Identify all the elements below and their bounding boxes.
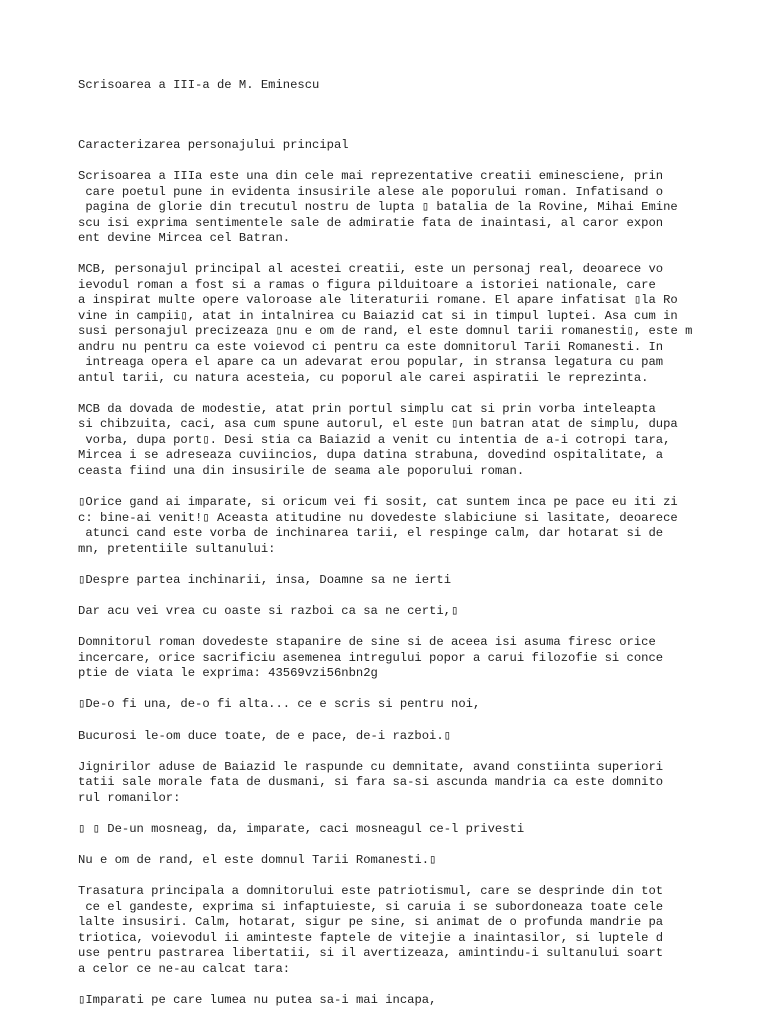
paragraph-line: ▯De-o fi una, de-o fi alta... ce e scris si pentru noi, — [78, 697, 481, 712]
paragraph-line: care poetul pune in evidenta insusirile alese ale poporului roman. Infatisand o — [78, 184, 664, 199]
paragraph-line: rul romanilor: — [78, 790, 181, 805]
paragraph-line: incercare, orice sacrificiu asemenea intregului popor a carui filozofie si conce — [78, 650, 664, 665]
paragraph-line: antul tarii, cu natura acesteia, cu poporul ale carei aspiratii le reprezinta. — [78, 370, 649, 385]
paragraph-line: ievodul roman a fost si a ramas o figura pilduitoare a istoriei nationale, care — [78, 277, 656, 292]
paragraph-line: ▯Orice gand ai imparate, si oricum vei fi sosit, cat suntem inca pe pace eu iti zi — [78, 495, 678, 510]
paragraph-line: Mircea i se adreseaza cuviincios, dupa datina strabuna, dovedind ospitalitate, a — [78, 448, 664, 463]
paragraph-line: ce el gandeste, exprima si infaptuieste, si caruia i se subordoneaza toate cele — [78, 899, 664, 914]
paragraph-line: andru nu pentru ca este voievod ci pentru ca este domnitorul Tarii Romanesti. In — [78, 339, 664, 354]
paragraph-line: ▯Despre partea inchinarii, insa, Doamne sa ne ierti — [78, 572, 452, 587]
paragraph-line: si chibzuita, caci, asa cum spune autorul, el este ▯un batran atat de simplu, dupa — [78, 417, 678, 432]
section-heading: Caracterizarea personajului principal — [78, 138, 349, 152]
paragraph-line: vorba, dupa port▯. Desi stia ca Baiazid a venit cu intentia de a-i cotropi tara, — [78, 432, 671, 447]
paragraph-line: Trasatura principala a domnitorului este patriotismul, care se desprinde din tot — [78, 884, 664, 899]
paragraph-line: Bucurosi le-om duce toate, de e pace, de-i razboi.▯ — [78, 728, 452, 743]
paragraph-line: c: bine-ai venit!▯ Aceasta atitudine nu dovedeste slabiciune si lasitate, deoarece — [78, 510, 678, 525]
paragraph-line: MCB, personajul principal al acestei creatii, este un personaj real, deoarece vo — [78, 262, 664, 277]
paragraph-line: atunci cand este vorba de inchinarea tarii, el respinge calm, dar hotarat si de — [78, 526, 664, 541]
paragraph-line: ▯ ▯ De-un mosneag, da, imparate, caci mosneagul ce-l privesti — [78, 822, 525, 836]
paragraph-line: Scrisoarea a IIIa este una din cele mai reprezentative creatii eminesciene, prin — [78, 169, 664, 183]
paragraph-line: lalte insusiri. Calm, hotarat, sigur pe sine, si animat de o profunda mandrie pa — [78, 915, 664, 930]
paragraph-line: ent devine Mircea cel Batran. — [78, 231, 291, 245]
paragraph-line: ptie de viata le exprima: 43569vzi56nbn2g — [78, 666, 378, 681]
paragraph-line: pagina de glorie din trecutul nostru de lupta ▯ batalia de la Rovine, Mihai Emine — [78, 200, 678, 214]
paragraph-line: Domnitorul roman dovedeste stapanire de sine si de aceea isi asuma firesc orice — [78, 635, 656, 650]
document-title: Scrisoarea a III-a de M. Eminescu — [78, 78, 320, 92]
paragraph-line: ▯Imparati pe care lumea nu putea sa-i mai incapa, — [78, 993, 437, 1008]
paragraph-line: Dar acu vei vrea cu oaste si razboi ca sa ne certi,▯ — [78, 604, 459, 618]
paragraph-line: a inspirat multe opere valoroase ale literaturii romane. El apare infatisat ▯la Ro — [78, 293, 678, 308]
paragraph-line: triotica, voievodul ii aminteste faptele de vitejie a inaintasilor, si luptele d — [78, 930, 664, 945]
paragraph-line: scu isi exprima sentimentele sale de admiratie fata de inaintasi, al caror expon — [78, 215, 664, 230]
paragraph-line: Jignirilor aduse de Baiazid le raspunde cu demnitate, avand constiinta superiori — [78, 759, 664, 774]
paragraph-line: use pentru pastrarea libertatii, si il avertizeaza, amintindu-i sultanului soart — [78, 946, 664, 961]
paragraph-line: ceasta fiind una din insusirile de seama ale poporului roman. — [78, 463, 525, 478]
paragraph-line: a celor ce ne-au calcat tara: — [78, 961, 291, 976]
paragraph-line: tatii sale morale fata de dusmani, si fara sa-si ascunda mandria ca este domnito — [78, 775, 664, 790]
paragraph-line: Nu e om de rand, el este domnul Tarii Romanesti.▯ — [78, 853, 437, 868]
paragraph-line: vine in campii▯, atat in intalnirea cu Baiazid cat si in timpul luptei. Asa cum in — [78, 308, 678, 323]
paragraph-line: intreaga opera el apare ca un adevarat erou popular, in stransa legatura cu pam — [78, 355, 664, 370]
paragraph-line: susi personajul precizeaza ▯nu e om de rand, el este domnul tarii romanesti▯, este m — [78, 324, 693, 339]
paragraph-line: mn, pretentiile sultanului: — [78, 541, 276, 556]
paragraph-line: MCB da dovada de modestie, atat prin portul simplu cat si prin vorba inteleapta — [78, 401, 656, 416]
